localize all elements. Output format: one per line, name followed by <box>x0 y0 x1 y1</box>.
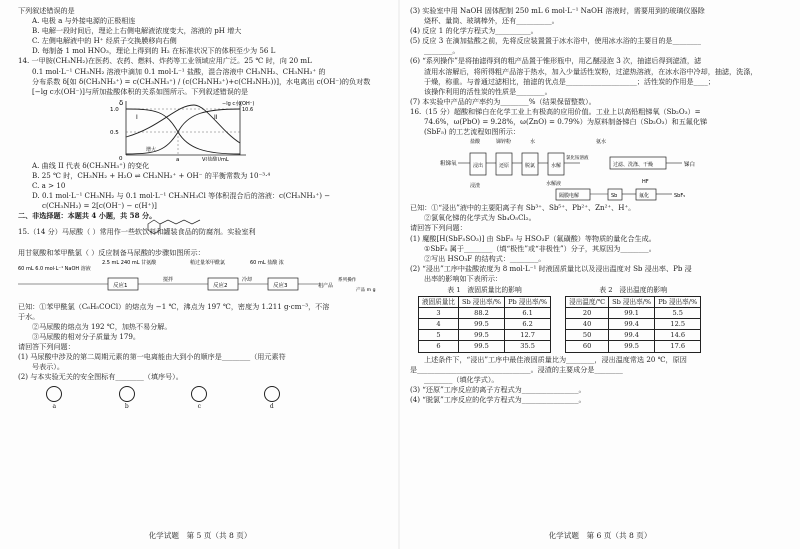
flowchart-svg <box>18 258 388 302</box>
table-1-header-cell: Sb 浸出率/% <box>458 297 504 308</box>
reagent-ammonia: 氨水 <box>596 139 607 146</box>
table-cell: 99.5 <box>458 319 504 330</box>
curve-label-1: I <box>136 113 138 121</box>
table-cell: 6.1 <box>505 308 551 319</box>
q13-option-c: C. 左侧电解液中的 H⁺ 经质子交换膜移向右侧 <box>32 36 177 46</box>
table-cell: 6 <box>419 341 459 352</box>
table-cell: 12.7 <box>505 330 551 341</box>
icon-label-b: b <box>124 403 129 411</box>
table-2-header-cell: 浸出温度/℃ <box>566 297 609 308</box>
table-cell: 17.6 <box>655 341 701 352</box>
table-row <box>419 308 551 319</box>
y-tick-half: 0.5 <box>110 129 119 136</box>
q14-option-d-cont: c(CH₃NH₂) = 2[c(OH⁻) − c(H⁺)] <box>42 201 157 211</box>
table-cell: 50 <box>566 330 609 341</box>
flow-box-3-label: 反应3 <box>273 282 288 289</box>
safety-icon-b <box>119 386 135 412</box>
table-2 <box>565 296 701 352</box>
q15-part-5-cont: ________。 <box>424 46 460 56</box>
hf-label: HF <box>642 179 649 186</box>
q15-part-1-cont: 号表示）。 <box>32 362 64 372</box>
table-cell: 60 <box>566 341 609 352</box>
table-cell: 88.2 <box>458 308 504 319</box>
q16-given-1: 已知：①“浸出”液中的主要阳离子有 Sb³⁺、Sb⁵⁺、Pb²⁺、Zn²⁺、H⁺。 <box>410 203 636 213</box>
y-right-label: −lg c水(OH⁻) <box>222 100 255 107</box>
table-cell: 99.4 <box>609 319 655 330</box>
table-row <box>419 330 551 341</box>
safety-icons <box>18 386 308 412</box>
q16-part-1-sub-2: ②写出 HSO₃F 的结构式：________。 <box>424 253 546 263</box>
flow-step-cool: 冷却 <box>242 276 253 283</box>
q16-process-diagram <box>410 137 784 203</box>
q15-part-2: (2) 与本实验无关的安全图标有________（填序号）。 <box>18 372 183 382</box>
chain <box>160 220 200 224</box>
hot-surface-icon <box>46 386 62 402</box>
q16-prompt: 请回答下列问题： <box>410 223 467 233</box>
q15-note-1: 已知：①苯甲酰氯（C₆H₅COCl）的熔点为 −1 ℃，沸点为 197 ℃，密度为 1.211 g·cm⁻³，不溶 <box>18 301 330 311</box>
q15-stem-2: 用甘氨酸和苯甲酰氯（ ）反应制备马尿酸的步骤如图所示： <box>18 247 205 257</box>
page-6-footer: 化学试题 第 6 页（共 8 页） <box>548 531 652 540</box>
table-2-header-cell: Sb 浸出率/% <box>609 297 655 308</box>
box-fluorination-label: 氟化 <box>639 193 650 200</box>
page-5-content <box>18 6 388 412</box>
flow-input-glycine: 2.5 mL 240 mL 甘氨酸 <box>102 259 157 266</box>
q16-part-2-q-3: ________（填化学式）。 <box>424 374 499 384</box>
q15-part-3-cont: 烧杯、量筒、玻璃棒外，还有__________。 <box>424 16 559 26</box>
q16-tables <box>418 285 784 353</box>
curve-label-2: II <box>214 113 218 121</box>
q14-option-a: A. 曲线 II 代表 δ(CH₃NH₃⁺) 的变化 <box>32 160 150 170</box>
q14-option-c: C. a > 10 <box>32 181 66 191</box>
q15-stem-1: 15.（14 分）马尿酸（ ）常用作一些软饮料和罐装食品的防腐剂。实验室利 <box>18 227 256 237</box>
table-2-header-cell: Pb 浸出率/% <box>655 297 701 308</box>
q16-part-1: (1) 魔酸[H(SbF₅SO₃)] 由 SbF₅ 与 HSO₃F（氟磺酸）等物质的量化合生成。 <box>410 233 656 243</box>
table-cell: 14.6 <box>655 330 701 341</box>
q15-part-5: (5) 反应 3 在滴加盐酸之前，先将反应装置置于冰水浴中，使用冰水浴的主要目的是________ <box>410 36 701 46</box>
q14-stem-4: [−lg c水(OH⁻)]与所加盐酸体积的关系如图所示。下列叙述错误的是 <box>32 86 249 96</box>
page-6-content <box>410 6 784 405</box>
table-cell: 12.5 <box>655 319 701 330</box>
table-cell: 40 <box>566 319 609 330</box>
sbf5-label: SbF₅ <box>674 193 686 200</box>
table-cell: 5 <box>419 330 459 341</box>
table-row <box>566 341 701 352</box>
box-filter-label: 过滤、洗涤、干燥 <box>613 162 654 169</box>
q15-part-7: (7) 本实验中产品的产率约为________%（结果保留整数）。 <box>410 96 596 106</box>
feed-label: 粗锑氧 <box>440 161 457 168</box>
table-row <box>566 308 701 319</box>
flow-crude: 粗产品 <box>318 282 334 289</box>
goggles-icon <box>119 386 135 402</box>
q16-stem-3: (SbF₅) 的工艺流程如图所示： <box>424 127 520 137</box>
table-1-block <box>418 285 551 353</box>
safety-icon-c <box>191 386 207 412</box>
table-cell: 35.5 <box>505 341 551 352</box>
y-tick-1: 1.0 <box>110 106 119 113</box>
product-label: 锑白 <box>684 162 696 169</box>
reagent-hcl: 盐酸 <box>470 139 481 146</box>
q16-stem-1: 16.（15 分）超酸和锑白在化学工业上有极高的应用价值。工业上以高铅粗锑氧（Sb₂O₃）= <box>410 106 701 116</box>
q16-part-2: (2) “浸出”工序中盐酸浓度为 8 mol·L⁻¹ 时液固质量比以及浸出温度对 Sb 浸出率、Pb 浸 <box>410 263 692 273</box>
q16-part-3: (3) “还原”工序反应的离子方程式为________________。 <box>410 384 586 394</box>
table-row <box>566 319 701 330</box>
reagent-water: 水 <box>530 139 536 146</box>
q15-part-1: (1) 马尿酸中涉及的第二周期元素的第一电离能由大到小的顺序是________（用元素符 <box>18 352 286 362</box>
section-2-title: 二、非选择题：本题共 4 小题，共 58 分。 <box>18 211 157 221</box>
table-1-header-cell: 液固质量比 <box>419 297 459 308</box>
origin-label: 0 <box>119 155 123 161</box>
curve-2 <box>126 109 240 154</box>
table-cell: 99.4 <box>609 330 655 341</box>
box-hydrolysis-label: 水解 <box>551 163 562 170</box>
sharp-object-icon <box>191 386 207 402</box>
q13-stem: 下列叙述错误的是 <box>18 6 75 15</box>
x-tick-a: a <box>176 156 180 161</box>
no-fire-icon <box>264 386 280 402</box>
q16-stem-2: 74.6%，ω(PbO) = 9.28%，ω(ZnO) = 0.79%）为原料制备锑白（Sb₂O₃）和五氟化锑 <box>424 117 708 127</box>
table-cell: 4 <box>419 319 459 330</box>
box-sb-label: Sb <box>611 193 618 200</box>
table-1 <box>418 296 551 352</box>
icon-label-c: c <box>197 403 201 411</box>
q15-note-2: ②马尿酸的熔点为 192 ℃，加热不易分解。 <box>32 321 172 331</box>
table-row <box>419 319 551 330</box>
q14-graph <box>106 97 388 161</box>
table-1-caption: 表 1 液固质量比的影响 <box>447 285 522 294</box>
box-electrolysis-label: 隔膜电解 <box>559 193 580 200</box>
q14-stem-3: 分布系数 δ[如 δ(CH₃NH₃⁺) = c(CH₃NH₃⁺) / (c(CH₃NH₃⁺)+c(CH₃NH₂))]，水电离出 c(OH⁻)的负对数 <box>32 76 371 86</box>
q16-part-2-cont: 出率的影响如下表所示： <box>424 273 503 283</box>
q15-note-3: ③马尿酸的相对分子质量为 179。 <box>32 331 141 341</box>
table-cell: 6.2 <box>505 319 551 330</box>
table-row <box>566 330 701 341</box>
table-2-block <box>565 285 701 353</box>
table-cell: 99.5 <box>458 330 504 341</box>
icon-label-a: a <box>52 403 57 411</box>
table-cell: 99.5 <box>609 341 655 352</box>
curve-1 <box>126 109 240 154</box>
q15-flowchart <box>18 258 388 302</box>
q14-option-d: D. 0.1 mol·L⁻¹ CH₃NH₂ 与 0.1 mol·L⁻¹ CH₃NH₃Cl 等体积混合后的溶液：c(CH₃NH₃⁺) − <box>32 191 331 201</box>
flow-series-ops: 系列操作 <box>338 277 357 283</box>
table-row <box>419 341 551 352</box>
q14-graph-svg <box>106 97 256 161</box>
table-cell: 99.1 <box>609 308 655 319</box>
q15-note-1-cont: 于水。 <box>18 311 40 321</box>
table-cell: 20 <box>566 308 609 319</box>
safety-icon-d <box>264 386 280 412</box>
flow-box-1-label: 反应1 <box>113 282 128 289</box>
page-6 <box>400 0 800 549</box>
page-5-footer: 化学试题 第 5 页（共 8 页） <box>148 531 252 540</box>
table-cell: 99.5 <box>458 341 504 352</box>
q15-part-3: (3) 实验室中用 NaOH 固体配制 250 mL 6 mol·L⁻¹ NaOH 溶液时，需要用到的玻璃仪器除 <box>410 6 705 15</box>
table-2-caption: 表 2 浸出温度的影响 <box>599 285 667 294</box>
flow-step-stir: 搅拌 <box>163 276 174 283</box>
flow-input-benzoyl: 稍过量苯甲酰氯 <box>190 259 226 266</box>
box-leach-label: 浸出 <box>473 163 484 170</box>
icon-label-d: d <box>269 403 274 411</box>
table-1-header-cell: Pb 浸出率/% <box>505 297 551 308</box>
q14-option-b: B. 25 ℃ 时，CH₃NH₂ + H₂O ⇌ CH₃NH₃⁺ + OH⁻ 的平衡常数为 10⁻³·⁴ <box>32 170 271 180</box>
box-reduce-label: 还原 <box>499 163 510 170</box>
q16-part-4: (4) “脱氯”工序反应的化学方程式为________________。 <box>410 394 586 404</box>
hippuric-acid-structure <box>18 238 388 258</box>
q15-part-6: (6) “系列操作”是将抽滤得到的粗产品置于锥形瓶中，用乙醚浸泡 3 次，抽滤后得到滤渣，滤 <box>410 56 702 66</box>
hippuric-acid-svg <box>138 216 258 236</box>
q15-part-4: (4) 反应 1 的化学方程式为__________。 <box>410 26 538 36</box>
q16-part-2-q-1: 上述条件下，“浸出”工序中最佳液固质量比为________，浸出温度常选 20 ℃，原因 <box>424 354 687 364</box>
q13-option-b: B. 电解一段时间后，理论上右侧电解液浓度变大，溶液的 pH 增大 <box>32 26 242 36</box>
flow-product: 产品 m g <box>356 287 376 293</box>
benzene-ring <box>148 220 160 234</box>
q15-part-6-cont-1: 渣用水溶解后，将所得粗产品溶于热水，加入少量活性炭粉，过滤热溶液，在冰水浴中冷却，抽滤，洗涤， <box>424 66 758 76</box>
q13-option-a: A. 电极 a 与外接电源的正极相连 <box>32 16 136 26</box>
box-oxychloride-label: 氯化铵溶液 <box>566 156 589 162</box>
process-svg <box>410 137 770 203</box>
y-left-label: δ <box>119 98 124 107</box>
q16-given-2: ②氯氧化锑的化学式为 Sb₄O₅Cl₂。 <box>424 213 536 223</box>
q16-part-2-q-2: 是________________________________。浸渣的主要成分是________ <box>410 364 623 374</box>
right-tick: 10.6 <box>242 106 254 113</box>
flow-input-hcl: 60 mL 盐酸 浓 <box>250 259 284 266</box>
q14-stem-1: 14. 一甲胺(CH₃NH₂)在医药、农药、燃料、炸药等工业领域应用广泛。25 ℃ 时，向 20 mL <box>18 56 312 66</box>
table-cell: 3 <box>419 308 459 319</box>
reagent-sbzn: 锑锌粉 <box>496 139 512 146</box>
flow-box-2-label: 反应2 <box>213 282 228 289</box>
flow-input-naoh: 60 mL 6.0 mol·L⁻¹ NaOH 溶液 <box>18 265 91 272</box>
safety-icon-a <box>46 386 62 412</box>
hydrolysate-label: 水解液 <box>546 181 562 188</box>
q16-part-1-sub-1: ①SbF₅ 属于________（填“极性”或“非极性”）分子，其原因为________。 <box>424 243 656 253</box>
table-cell: 5.5 <box>655 308 701 319</box>
q14-stem-2: 0.1 mol·L⁻¹ CH₃NH₂ 溶液中滴加 0.1 mol·L⁻¹ 盐酸，混合溶液中 CH₃NH₂、CH₃NH₃⁺ 的 <box>32 66 326 76</box>
q13-option-d: D. 每制备 1 mol HNO₃，理论上得到的 H₂ 在标准状况下的体积至少为 56 L <box>32 46 276 56</box>
residue-label: 浸渣 <box>470 183 481 190</box>
table-2-header <box>566 297 701 308</box>
box-dechlorinate-label: 脱氯 <box>525 163 536 170</box>
q15-part-6-cont-3: 该操作利用的活性炭的性质是________。 <box>424 86 552 96</box>
q15-prompt: 请回答下列问题： <box>18 341 75 351</box>
q15-part-6-cont-2: 于燥，称重。与普通过滤相比，抽滤的优点是____________________；活性炭的作用是____； <box>424 76 715 86</box>
increase-label: 增大 <box>146 146 157 153</box>
x-axis-label: V(盐酸)/mL <box>202 156 229 161</box>
table-1-header <box>419 297 551 308</box>
